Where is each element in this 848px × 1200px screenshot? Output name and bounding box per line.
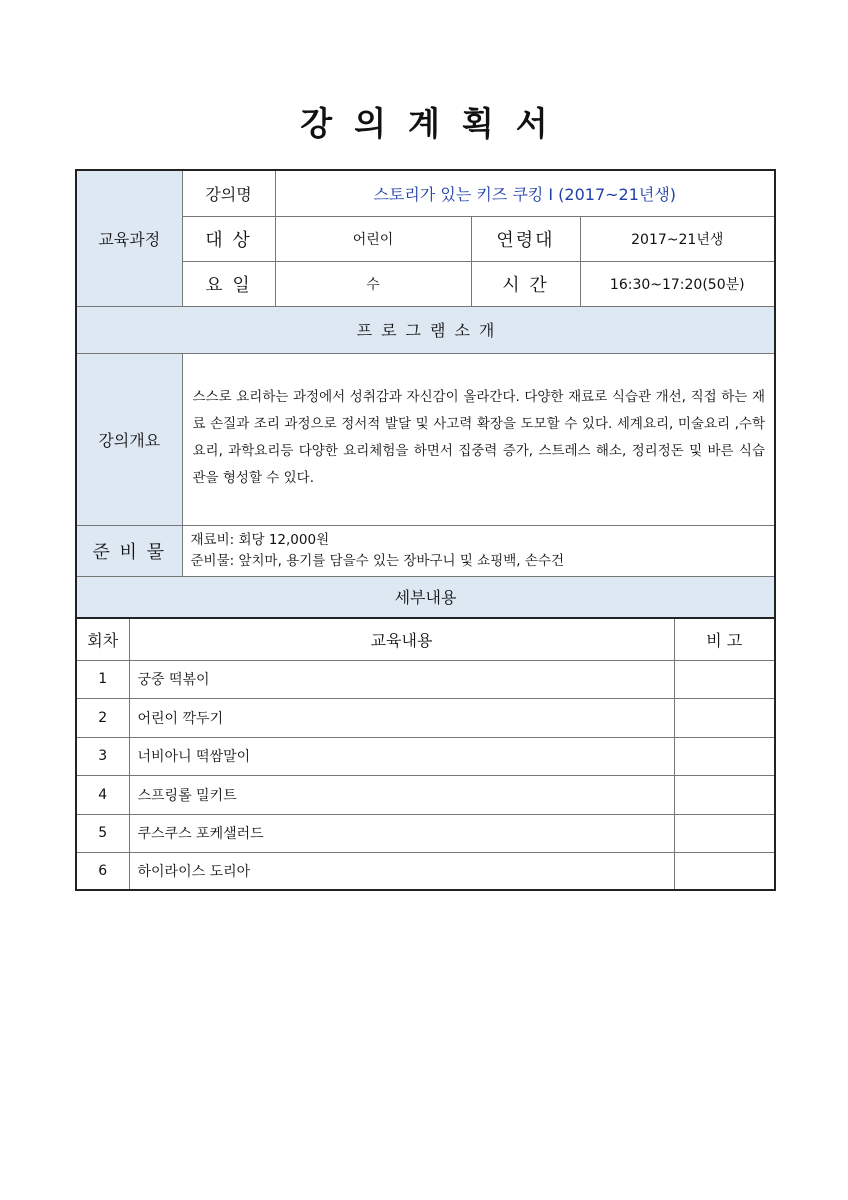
session-number: 1 [76, 660, 129, 698]
session-number: 3 [76, 737, 129, 775]
lecture-name-label: 강의명 [182, 170, 275, 216]
day-label: 요 일 [182, 261, 275, 306]
time-value: 16:30~17:20(50분) [580, 261, 775, 306]
course-info-table [75, 169, 776, 619]
prep-content [182, 525, 775, 576]
course-label: 교육과정 [76, 170, 182, 306]
document-title: 강의계획서 [300, 104, 570, 143]
session-note [674, 698, 775, 737]
prep-label: 준 비 물 [76, 525, 182, 576]
material-fee: 재료비: 회당 12,000원 [190, 531, 330, 548]
table-row [76, 814, 775, 852]
table-row [76, 698, 775, 737]
table-row [76, 775, 775, 814]
session-content: 하이라이스 도리아 [129, 852, 674, 890]
age-value: 2017~21년생 [580, 216, 775, 261]
program-section-title: 프로그램소개 [76, 306, 775, 353]
table-row [76, 737, 775, 775]
supplies: 준비물: 앞치마, 용기를 담을수 있는 장바구니 및 쇼핑백, 손수건 [190, 552, 564, 569]
session-note [674, 775, 775, 814]
session-note [674, 852, 775, 890]
session-content: 어린이 깍두기 [129, 698, 674, 737]
note-header: 비 고 [674, 618, 775, 660]
day-value: 수 [275, 261, 471, 306]
details-section-title: 세부내용 [76, 576, 775, 618]
overview-text: 스스로 요리하는 과정에서 성취감과 자신감이 올라간다. 다양한 재료로 식습관 개선, 직접 하는 재료 손질과 조리 과정으로 정서적 발달 및 사고력 확장을 도모할 수 있다. 세계요리, 미술요리 ,수학요리, 과학요리등 다양한 요리체험을 하면서 집중력 증가, 스트레스 해소, 정리정돈 및 바른 식습관을 형성할 수 있다. [182, 353, 775, 525]
session-content: 궁중 떡볶이 [129, 660, 674, 698]
content-header: 교육내용 [129, 618, 674, 660]
time-label: 시 간 [471, 261, 580, 306]
session-note [674, 737, 775, 775]
session-note [674, 660, 775, 698]
session-content: 너비아니 떡쌈말이 [129, 737, 674, 775]
session-content: 쿠스쿠스 포케샐러드 [129, 814, 674, 852]
lecture-name: 스토리가 있는 키즈 쿠킹 I (2017~21년생) [275, 170, 775, 216]
session-header: 회차 [76, 618, 129, 660]
details-table [75, 617, 776, 891]
session-number: 6 [76, 852, 129, 890]
session-number: 2 [76, 698, 129, 737]
age-label: 연령대 [471, 216, 580, 261]
target-value: 어린이 [275, 216, 471, 261]
target-label: 대 상 [182, 216, 275, 261]
session-note [674, 814, 775, 852]
table-row [76, 852, 775, 890]
session-number: 5 [76, 814, 129, 852]
session-content: 스프링롤 밀키트 [129, 775, 674, 814]
overview-label: 강의개요 [76, 353, 182, 525]
table-row [76, 660, 775, 698]
session-number: 4 [76, 775, 129, 814]
